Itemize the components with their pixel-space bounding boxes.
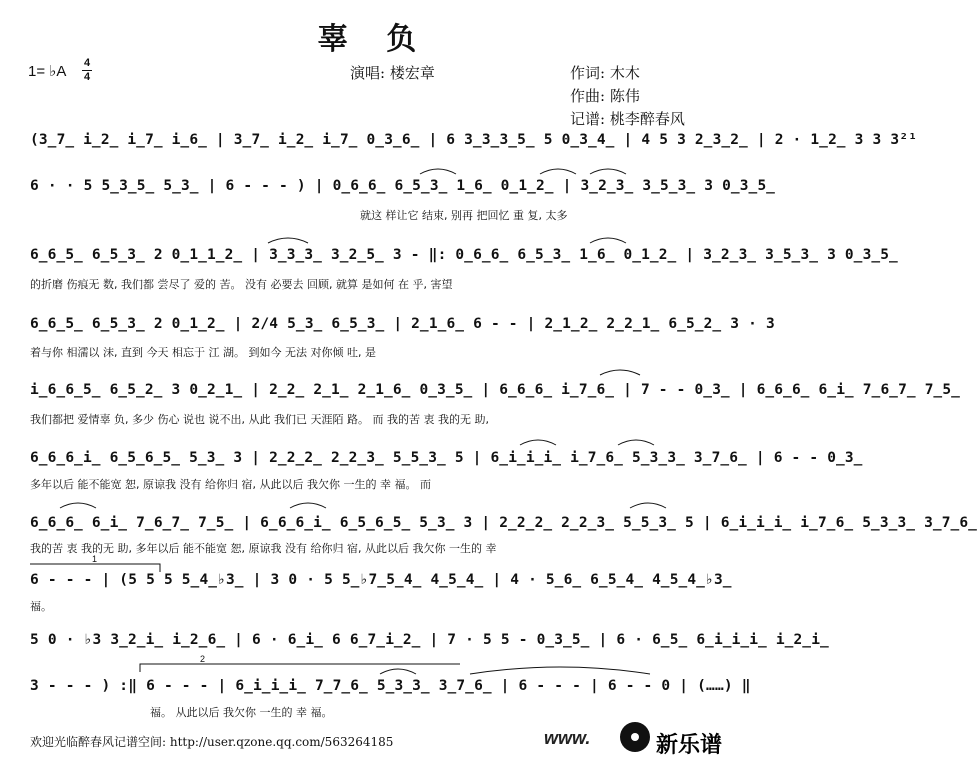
- composer-credit: 作曲: 陈伟: [570, 87, 640, 105]
- score-row-9-notes: 5 0 · ♭3 3̲2̲i̲ i̲2̲6̲ | 6 · 6̲i̲ 6 6̲7̲i̲2̲ | 7 · 5 5 - 0̲3̲5̲ | 6 · 6̲5̲ 6̲i̲i̲i̲ i̲2̲i̲: [30, 632, 829, 648]
- score-row-7-notes: 6̲6̲6̲ 6̲i̲ 7̲6̲7̲ 7̲5̲ | 6̲6̲6̲i̲ 6̲5̲6̲5̲ 5̲3̲ 3 | 2̲2̲2̲ 2̲2̲3̲ 5̲5̲3̲ 5 | 6̲i̲i̲i̲ i̲7̲6̲ 5̲3̲3̲ 3̲7̲6̲: [30, 515, 977, 531]
- singer-credit: 演唱: 楼宏章: [350, 64, 435, 82]
- score-row-3-notes: 6̲6̲5̲ 6̲5̲3̲ 2 0̲1̲1̲2̲ | 3̲3̲3̲ 3̲2̲5̲ 3 - ‖: 0̲6̲6̲ 6̲5̲3̲ 1̲6̲ 0̲1̲2̲ | 3̲2̲3̲ 3̲5̲3̲ 3 0̲3̲5̲: [30, 247, 898, 263]
- score-row-8-notes: 6 - - - | (5 5 5 5̲4̲♭3̲ | 3 0 · 5 5̲♭7̲5̲4̲ 4̲5̲4̲ | 4 · 5̲6̲ 6̲5̲4̲ 4̲5̲4̲♭3̲: [30, 572, 732, 588]
- time-signature-bottom: 4: [83, 71, 91, 83]
- watermark-brand: 新乐谱: [656, 732, 723, 757]
- score-row-2-lyrics: 就这 样让它 结束, 别再 把回忆 重 复, 太多: [360, 209, 568, 222]
- score-row-2-notes: 6 · · 5 5̲3̲5̲ 5̲3̲ | 6 - - - ) | 0̲6̲6̲ 6̲5̲3̲ 1̲6̲ 0̲1̲2̲ | 3̲2̲3̲ 3̲5̲3̲ 3 0̲3̲5̲: [30, 178, 776, 194]
- score-row-10-notes: 3 - - - ) :‖ 6 - - - | 6̲i̲i̲i̲ 7̲7̲6̲ 5̲3̲3̲ 3̲7̲6̲ | 6 - - - | 6 - - 0 | (……) ‖: [30, 678, 751, 694]
- score-row-6-lyrics: 多年以后 能不能宽 恕, 原谅我 没有 给你归 宿, 从此以后 我欠你 一生的 幸 福。 而: [30, 478, 431, 491]
- score-row-4-notes: 6̲6̲5̲ 6̲5̲3̲ 2 0̲1̲2̲ | 2/4 5̲3̲ 6̲5̲3̲ | 2̲1̲6̲ 6 - - | 2̲1̲2̲ 2̲2̲1̲ 6̲5̲2̲ 3 · 3: [30, 316, 775, 332]
- footer-welcome: 欢迎光临醉春风记谱空间: http://user.qzone.qq.com/563264185: [30, 735, 394, 749]
- svg-text:2: 2: [200, 654, 206, 664]
- vinyl-disc-icon: [620, 722, 650, 752]
- song-title: 辜 负: [317, 22, 431, 57]
- score-row-5-lyrics: 我们都把 爱情辜 负, 多少 伤心 说也 说不出, 从此 我们已 天涯陌 路。 而 我的苦 衷 我的无 助,: [30, 413, 489, 426]
- time-signature-top: 4: [83, 57, 91, 69]
- score-row-4-lyrics: 着与你 相濡以 沫, 直到 今天 相忘于 江 湖。 到如今 无法 对你倾 吐, 是: [30, 346, 376, 359]
- score-row-7-lyrics: 我的苦 衷 我的无 助, 多年以后 能不能宽 恕, 原谅我 没有 给你归 宿, 从此以后 我欠你 一生的 幸: [30, 542, 497, 555]
- score-row-3-lyrics: 的折磨 伤痕无 数, 我们都 尝尽了 爱的 苦。 没有 必要去 回顾, 就算 是如何 在 乎, 害望: [30, 278, 453, 291]
- score-row-10-lyrics: 福。 从此以后 我欠你 一生的 幸 福。: [150, 706, 333, 719]
- score-row-6-notes: 6̲6̲6̲i̲ 6̲5̲6̲5̲ 5̲3̲ 3 | 2̲2̲2̲ 2̲2̲3̲ 5̲5̲3̲ 5 | 6̲i̲i̲i̲ i̲7̲6̲ 5̲3̲3̲ 3̲7̲6̲ | 6 - - 0̲3̲: [30, 450, 863, 466]
- key-signature: 1= ♭A: [28, 63, 67, 80]
- score-row-8-lyrics: 福。: [30, 600, 52, 613]
- score-row-5-notes: i̲6̲6̲5̲ 6̲5̲2̲ 3 0̲2̲1̲ | 2̲2̲ 2̲1̲ 2̲1̲6̲ 0̲3̲5̲ | 6̲6̲6̲ i̲7̲6̲ | 7 - - 0̲3̲ | 6̲6̲6̲ 6̲i̲ 7̲6̲7̲ 7̲5̲: [30, 382, 961, 398]
- transcriber-credit: 记谱: 桃李醉春风: [570, 110, 685, 128]
- lyricist-credit: 作词: 木木: [570, 64, 640, 82]
- score-row-1-notes: (3̲7̲ i̲2̲ i̲7̲ i̲6̲ | 3̲7̲ i̲2̲ i̲7̲ 0̲3̲6̲ | 6 3̲3̲3̲5̲ 5 0̲3̲4̲ | 4 5 3 2̲3̲2̲ | 2 · 1̲2̲ 3 3 3²¹: [30, 132, 918, 148]
- svg-text:1: 1: [92, 554, 98, 564]
- watermark-url: www.: [544, 728, 591, 748]
